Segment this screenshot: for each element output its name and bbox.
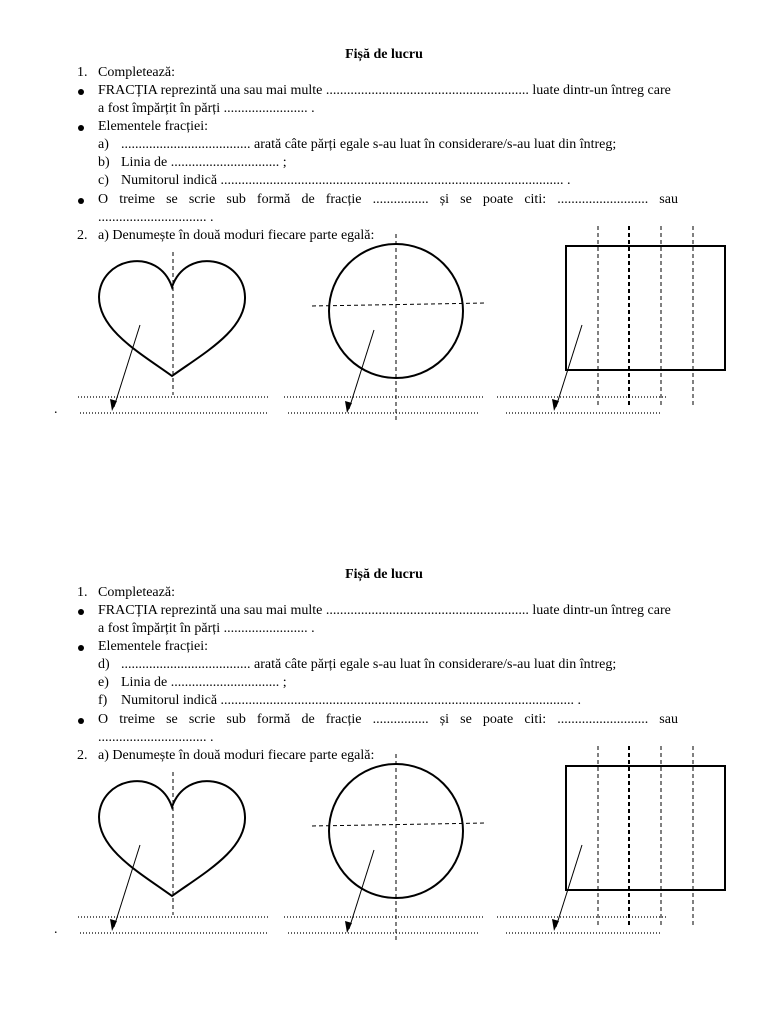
fractia-definition: FRACȚIA reprezintă una sau mai multe .......................................................... luate dintr-un întreg care xyxy=(98,603,671,618)
word: se xyxy=(166,712,178,727)
sub-item-text: Linia de ............................... ; xyxy=(121,675,287,690)
word: treime xyxy=(119,712,155,727)
item-1-instruction: Completează: xyxy=(98,585,175,600)
item-2-instruction: a) Denumește în două moduri fiecare parte egală: xyxy=(98,228,375,243)
stray-dot: . xyxy=(54,922,58,937)
word: formă xyxy=(256,712,291,727)
rect-arrow xyxy=(556,325,582,407)
sub-item-marker: e) xyxy=(98,675,109,690)
item-2-instruction: a) Denumește în două moduri fiecare parte egală: xyxy=(98,748,375,763)
rectangle-shape xyxy=(566,766,725,890)
rect-arrow xyxy=(556,845,582,927)
item-2-number: 2. xyxy=(77,748,88,763)
answer-lines xyxy=(78,917,666,933)
fractia-definition-continued: a fost împărțit în părți ........................ . xyxy=(98,101,315,116)
item-1-instruction: Completează: xyxy=(98,65,175,80)
shapes-figure xyxy=(0,0,768,420)
answer-lines xyxy=(78,397,666,413)
word: treime xyxy=(119,192,155,207)
circle-dashed-horizontal xyxy=(312,303,487,306)
word: citi: xyxy=(524,712,547,727)
blank: ................ xyxy=(372,192,429,207)
circle-arrow xyxy=(349,330,374,409)
word: sau xyxy=(659,192,678,207)
treime-continued: ............................... . xyxy=(98,210,214,225)
blank: .......................... xyxy=(557,192,649,207)
arrow-head xyxy=(345,921,352,933)
sub-item-marker: f) xyxy=(98,693,108,708)
heart-arrow xyxy=(114,845,140,927)
sub-item-text: ..................................... arată câte părți egale s-au luat în considerare/s-au luat din întreg; xyxy=(121,137,617,152)
word: fracție xyxy=(325,712,362,727)
heart-arrow xyxy=(114,325,140,407)
word: și xyxy=(439,192,450,207)
sub-item-text: ..................................... arată câte părți egale s-au luat în considerare/s-au luat din întreg; xyxy=(121,657,617,672)
worksheet-1 xyxy=(0,0,768,420)
fractia-definition-continued: a fost împărțit în părți ........................ . xyxy=(98,621,315,636)
sub-item-text: Numitorul indică .................................................................................................. . xyxy=(121,173,571,188)
item-1-number: 1. xyxy=(77,585,88,600)
arrow-head xyxy=(110,919,117,931)
word: fracție xyxy=(325,192,362,207)
shapes-figure xyxy=(0,520,768,940)
blank: .......................... xyxy=(557,712,649,727)
circle-dashed-horizontal xyxy=(312,823,487,826)
worksheet-title: Fișă de lucru xyxy=(345,47,423,62)
sub-item-text: Numitorul indică ..................................................................................................... . xyxy=(121,693,582,708)
arrow-head xyxy=(552,399,559,411)
item-1-number: 1. xyxy=(77,65,88,80)
sub-item-marker: a) xyxy=(98,137,109,152)
word: sub xyxy=(226,712,246,727)
sub-item-marker: b) xyxy=(98,155,110,170)
word: O xyxy=(98,192,109,207)
heart-shape xyxy=(99,261,245,376)
worksheet-2 xyxy=(0,520,768,940)
word: se xyxy=(460,192,472,207)
blank: ................ xyxy=(372,712,429,727)
word: poate xyxy=(482,712,514,727)
word: și xyxy=(439,712,450,727)
fractia-definition: FRACȚIA reprezintă una sau mai multe .......................................................... luate dintr-un întreg care xyxy=(98,83,671,98)
word: formă xyxy=(256,192,291,207)
treime-continued: ............................... . xyxy=(98,730,214,745)
word: O xyxy=(98,712,109,727)
circle-arrow xyxy=(349,850,374,929)
word: se xyxy=(166,192,178,207)
item-2-number: 2. xyxy=(77,228,88,243)
heart-shape xyxy=(99,781,245,896)
arrow-head xyxy=(345,401,352,413)
sub-item-marker: c) xyxy=(98,173,109,188)
elements-heading: Elementele fracției: xyxy=(98,639,208,654)
word: de xyxy=(301,712,315,727)
stray-dot: . xyxy=(54,402,58,417)
word: se xyxy=(460,712,472,727)
rectangle-shape xyxy=(566,246,725,370)
word: scrie xyxy=(188,192,216,207)
worksheet-title: Fișă de lucru xyxy=(345,567,423,582)
sub-item-marker: d) xyxy=(98,657,110,672)
word: poate xyxy=(482,192,514,207)
elements-heading: Elementele fracției: xyxy=(98,119,208,134)
word: scrie xyxy=(188,712,216,727)
word: citi: xyxy=(524,192,547,207)
word: sub xyxy=(226,192,246,207)
word: de xyxy=(301,192,315,207)
arrow-head xyxy=(110,399,117,411)
sub-item-text: Linia de ............................... ; xyxy=(121,155,287,170)
arrow-head xyxy=(552,919,559,931)
word: sau xyxy=(659,712,678,727)
